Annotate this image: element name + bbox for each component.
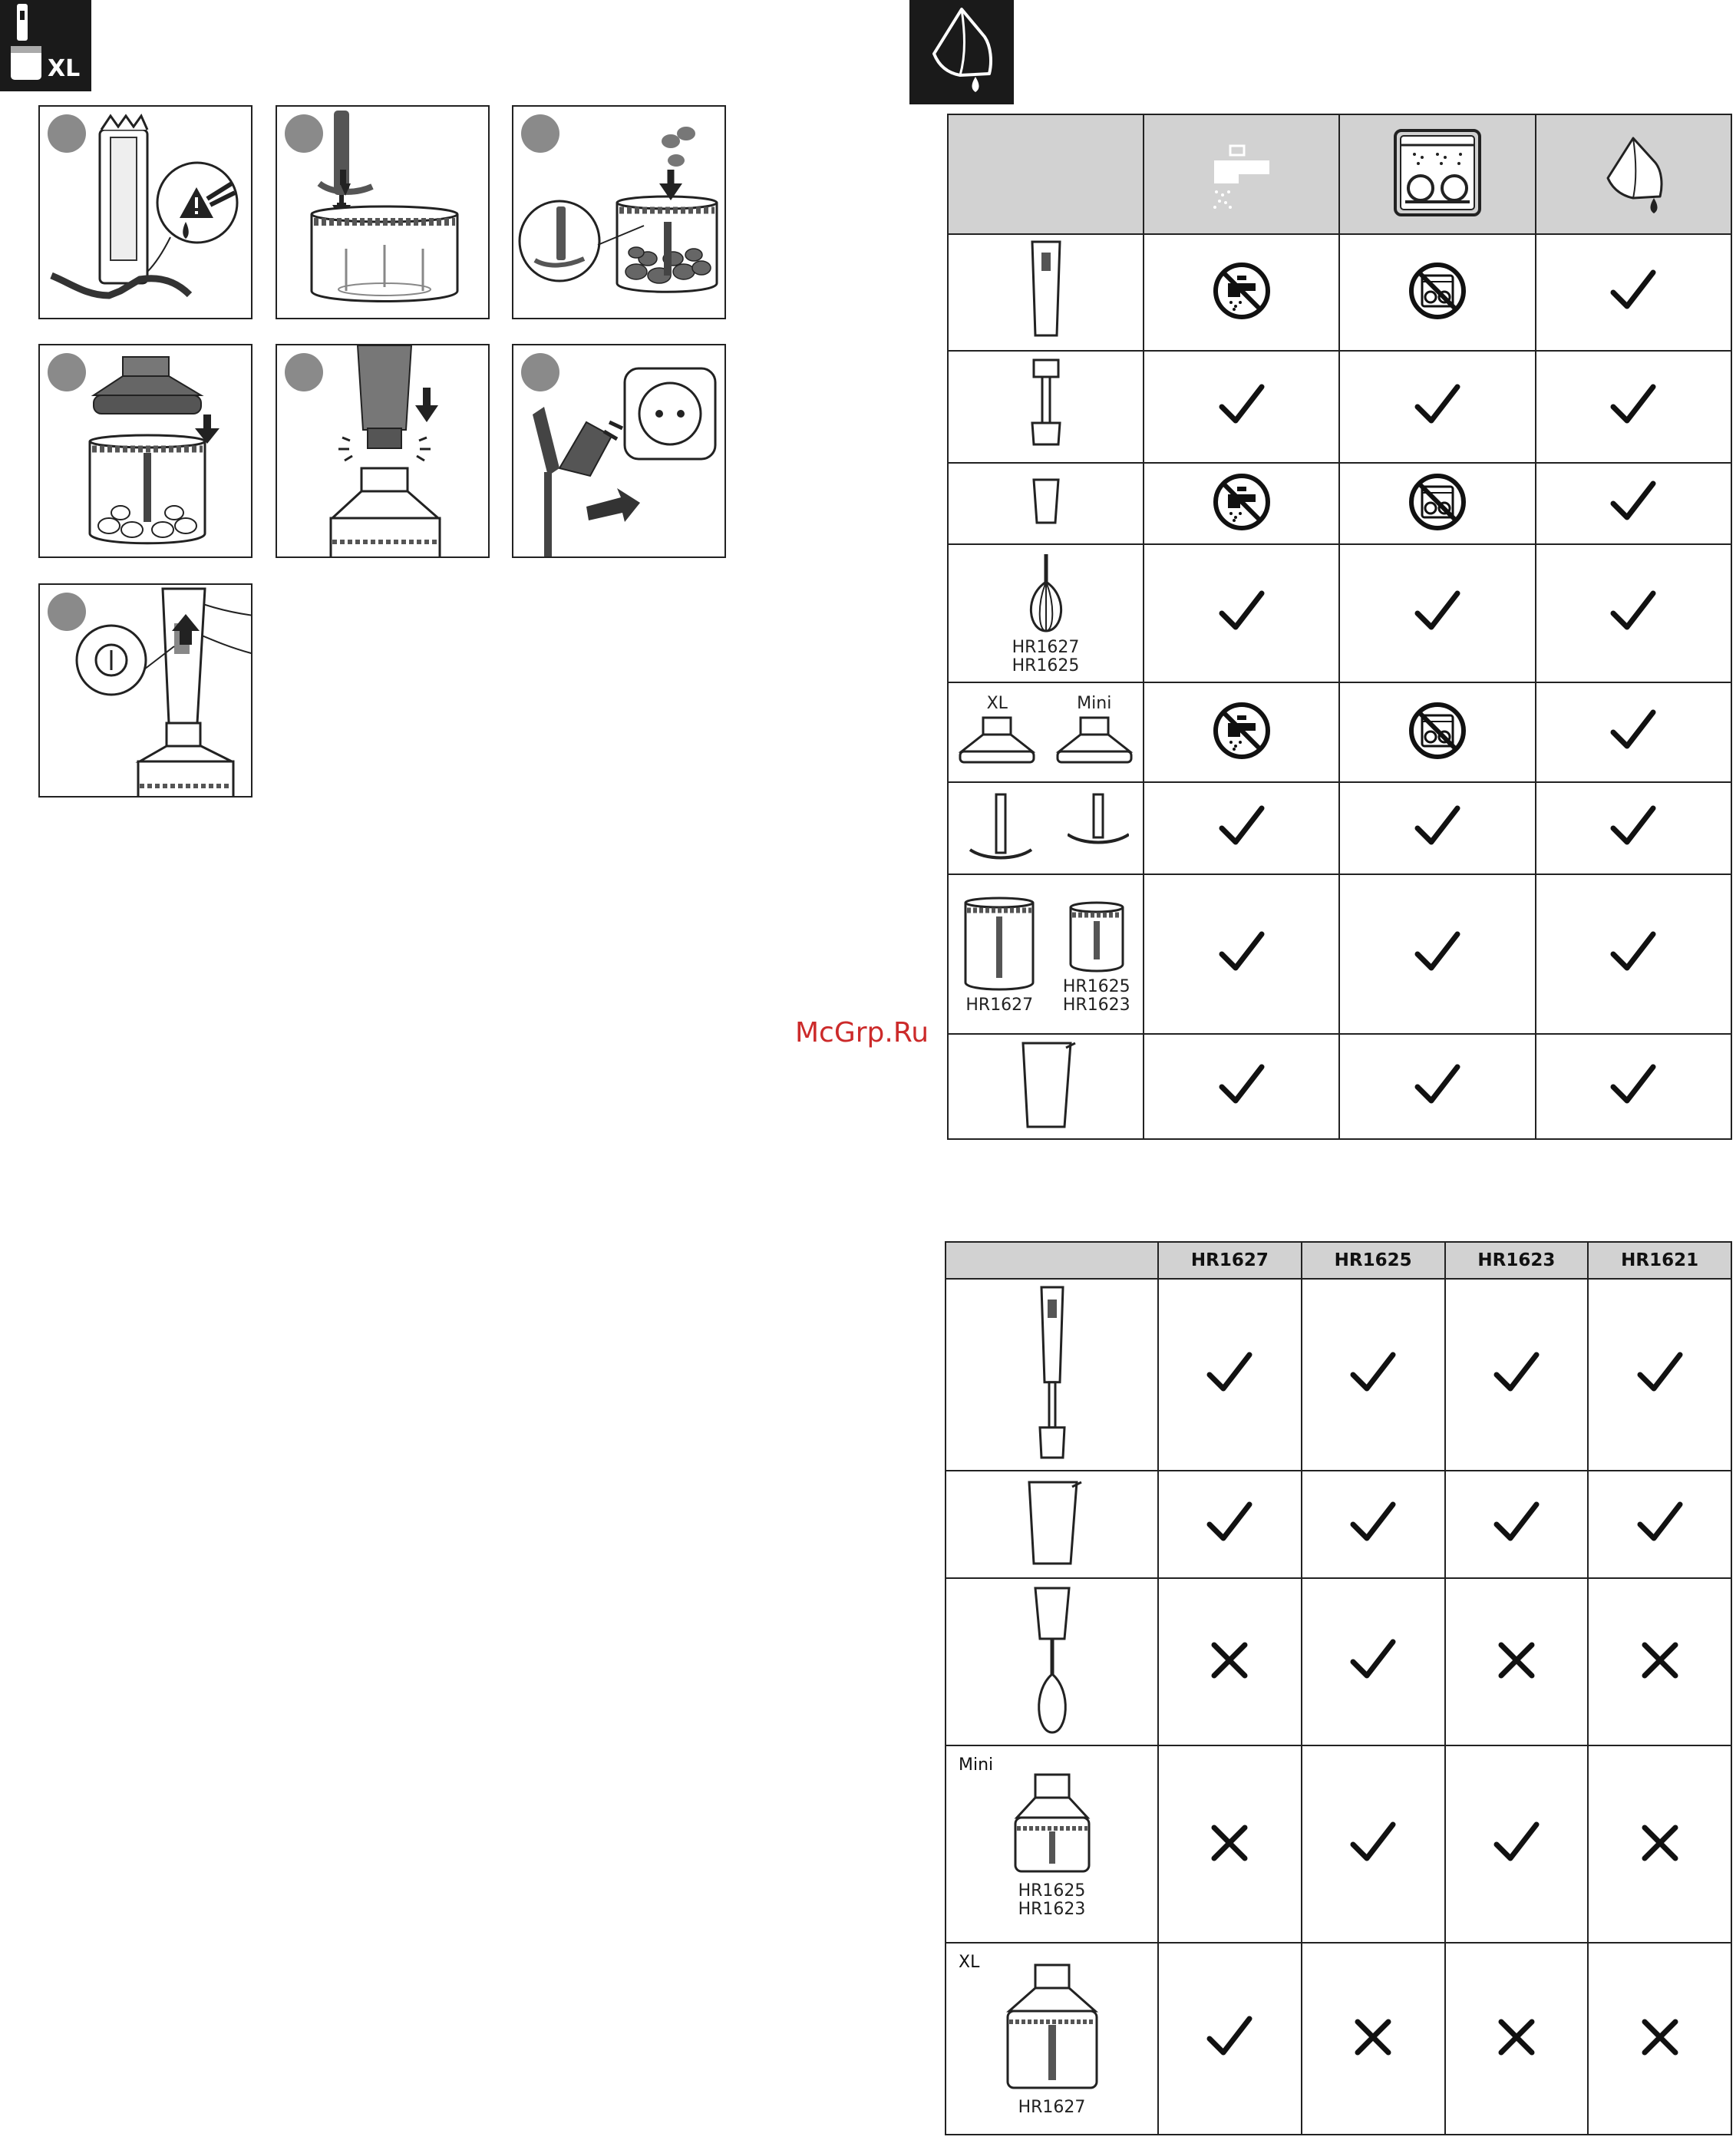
model-mark-cell bbox=[1302, 1745, 1445, 1943]
bowl-variant bbox=[1063, 898, 1130, 1015]
model-header-2: HR1625 bbox=[1302, 1242, 1445, 1279]
cleaning-badge bbox=[909, 0, 1014, 104]
cleaning-mark-cell bbox=[1144, 544, 1339, 682]
model-mark-cell bbox=[1588, 1745, 1731, 1943]
part-cell bbox=[946, 1745, 1158, 1943]
step-1-panel bbox=[38, 105, 252, 319]
cleaning-mark-cell bbox=[1536, 682, 1731, 782]
model-mark-cell bbox=[1302, 1578, 1445, 1745]
check-icon bbox=[1486, 1492, 1547, 1554]
cleaning-row bbox=[948, 234, 1731, 351]
model-table bbox=[945, 1241, 1732, 2135]
cleaning-mark-cell bbox=[1536, 463, 1731, 544]
check-icon bbox=[1602, 260, 1664, 322]
part-cell bbox=[948, 1034, 1144, 1139]
check-icon bbox=[1342, 1492, 1404, 1554]
part-caption-line: HR1625 bbox=[1018, 1881, 1086, 1901]
cleaning-mark-cell bbox=[1339, 1034, 1535, 1139]
check-icon bbox=[1407, 375, 1468, 436]
cleaning-mark-cell bbox=[1144, 351, 1339, 463]
part-caption bbox=[946, 2099, 1157, 2117]
check-icon bbox=[1486, 1342, 1547, 1404]
cleaning-row bbox=[948, 463, 1731, 544]
cleaning-mark-cell bbox=[1536, 874, 1731, 1034]
cleaning-mark-cell bbox=[1144, 682, 1339, 782]
cleaning-mark-cell bbox=[1339, 351, 1535, 463]
cleaning-mark-cell bbox=[1144, 874, 1339, 1034]
variant-label: XL bbox=[959, 1953, 980, 1972]
cleaning-row bbox=[948, 351, 1731, 463]
cleaning-mark-cell bbox=[1339, 782, 1535, 874]
model-mark-cell bbox=[1588, 1943, 1731, 2135]
part-cell bbox=[946, 1943, 1158, 2135]
cleaning-row bbox=[948, 1034, 1731, 1139]
check-icon bbox=[1602, 700, 1664, 761]
model-row bbox=[946, 1578, 1731, 1745]
model-mark-cell bbox=[1445, 1578, 1589, 1745]
step-number-dot bbox=[48, 353, 86, 391]
check-icon bbox=[1602, 471, 1664, 533]
part-cell bbox=[948, 782, 1144, 874]
check-icon bbox=[1211, 581, 1272, 642]
model-mark-cell bbox=[1302, 1471, 1445, 1578]
check-icon bbox=[1211, 1055, 1272, 1116]
check-icon bbox=[1342, 1812, 1404, 1874]
cleaning-row bbox=[948, 782, 1731, 874]
check-icon bbox=[1602, 796, 1664, 857]
cleaning-mark-cell bbox=[1144, 1034, 1339, 1139]
model-mark-cell bbox=[1302, 1279, 1445, 1471]
cleaning-mark-cell bbox=[1536, 544, 1731, 682]
cleaning-mark-cell bbox=[1339, 234, 1535, 351]
check-icon bbox=[1211, 796, 1272, 857]
chopper-bowl-icon bbox=[961, 893, 1038, 993]
check-icon bbox=[1407, 796, 1468, 857]
check-icon bbox=[1407, 581, 1468, 642]
xl-label: XL bbox=[48, 55, 81, 82]
chopper-icon bbox=[0, 0, 54, 91]
check-icon bbox=[1629, 1492, 1691, 1554]
hand-blender-icon bbox=[998, 1283, 1106, 1464]
cleaning-row bbox=[948, 682, 1731, 782]
step-number-dot bbox=[48, 114, 86, 153]
check-icon bbox=[1211, 375, 1272, 436]
no-tap-water-icon bbox=[1211, 260, 1272, 322]
step-7-panel bbox=[38, 583, 252, 798]
header-tap-cell bbox=[1144, 114, 1339, 234]
check-icon bbox=[1199, 1492, 1260, 1554]
model-mark-cell bbox=[1588, 1471, 1731, 1578]
part-caption bbox=[961, 996, 1038, 1015]
cleaning-mark-cell bbox=[1144, 463, 1339, 544]
cleaning-mark-cell bbox=[1536, 351, 1731, 463]
chopper-lid-icon bbox=[955, 713, 1039, 767]
step-5-panel bbox=[276, 344, 490, 558]
cleaning-table bbox=[947, 114, 1732, 1140]
part-cell bbox=[946, 1471, 1158, 1578]
cleaning-mark-cell bbox=[1339, 544, 1535, 682]
model-mark-cell bbox=[1588, 1578, 1731, 1745]
no-tap-water-icon bbox=[1211, 471, 1272, 533]
cleaning-mark-cell bbox=[1144, 234, 1339, 351]
whisk-attachment-icon bbox=[998, 1584, 1106, 1737]
part-cell bbox=[948, 351, 1144, 463]
step-number-dot bbox=[521, 353, 559, 391]
part-cell bbox=[948, 682, 1144, 782]
model-header-1: HR1627 bbox=[1158, 1242, 1302, 1279]
bowl-variant bbox=[961, 893, 1038, 1015]
cleaning-mark-cell bbox=[1536, 1034, 1731, 1139]
step-number-dot bbox=[285, 114, 323, 153]
step-number-dot bbox=[521, 114, 559, 153]
header-blank-cell bbox=[948, 114, 1144, 234]
chopper-blade-icon bbox=[1068, 790, 1129, 851]
check-icon bbox=[1342, 1630, 1404, 1691]
step-number-dot bbox=[48, 593, 86, 631]
dishwasher-icon bbox=[1391, 127, 1484, 219]
lid-label: Mini bbox=[1077, 694, 1112, 713]
no-dishwasher-icon bbox=[1407, 700, 1468, 761]
cross-icon bbox=[1199, 1630, 1260, 1691]
cleaning-row bbox=[948, 874, 1731, 1034]
whisk-icon bbox=[1012, 551, 1081, 636]
cleaning-mark-cell bbox=[1339, 874, 1535, 1034]
check-icon bbox=[1407, 922, 1468, 983]
watermark: McGrp.Ru bbox=[795, 1017, 929, 1049]
cleaning-mark-cell bbox=[1536, 234, 1731, 351]
cloth-with-drop-icon bbox=[909, 0, 1014, 104]
check-icon bbox=[1602, 375, 1664, 436]
check-icon bbox=[1629, 1342, 1691, 1404]
cross-icon bbox=[1199, 1812, 1260, 1874]
part-caption bbox=[946, 1882, 1157, 1919]
step-6-panel bbox=[512, 344, 726, 558]
model-row bbox=[946, 1943, 1731, 2135]
cleaning-row bbox=[948, 544, 1731, 682]
part-caption bbox=[1063, 978, 1130, 1015]
beaker-icon bbox=[998, 1476, 1106, 1570]
cross-icon bbox=[1629, 1812, 1691, 1874]
check-icon bbox=[1602, 581, 1664, 642]
header-dishwasher-cell bbox=[1339, 114, 1535, 234]
no-tap-water-icon bbox=[1211, 700, 1272, 761]
cleaning-mark-cell bbox=[1339, 463, 1535, 544]
model-mark-cell bbox=[1302, 1943, 1445, 2135]
no-dishwasher-icon bbox=[1407, 471, 1468, 533]
mini-chopper-icon bbox=[998, 1770, 1106, 1879]
header-cloth-cell bbox=[1536, 114, 1731, 234]
check-icon bbox=[1407, 1055, 1468, 1116]
part-cell bbox=[946, 1279, 1158, 1471]
step-number-dot bbox=[285, 353, 323, 391]
model-mark-cell bbox=[1588, 1279, 1731, 1471]
beaker-icon bbox=[1012, 1037, 1081, 1133]
cross-icon bbox=[1629, 1630, 1691, 1691]
part-caption-line: HR1627 bbox=[1018, 2098, 1086, 2117]
motor-unit-icon bbox=[1012, 237, 1081, 345]
whisk-coupling-icon bbox=[1012, 475, 1081, 529]
xl-chopper-icon bbox=[998, 1960, 1106, 2095]
cross-icon bbox=[1629, 2006, 1691, 2068]
check-icon bbox=[1602, 1055, 1664, 1116]
chopper-lid-icon bbox=[1052, 713, 1137, 767]
step-3-panel bbox=[512, 105, 726, 319]
part-caption-line: HR1625 bbox=[1062, 977, 1130, 996]
check-icon bbox=[1211, 922, 1272, 983]
cross-icon bbox=[1486, 2006, 1547, 2068]
step-2-panel bbox=[276, 105, 490, 319]
part-caption-line: HR1625 bbox=[1012, 656, 1080, 675]
cleaning-mark-cell bbox=[1339, 682, 1535, 782]
part-cell bbox=[948, 874, 1144, 1034]
part-cell bbox=[948, 463, 1144, 544]
part-cell bbox=[948, 234, 1144, 351]
model-mark-cell bbox=[1445, 1943, 1589, 2135]
check-icon bbox=[1199, 1342, 1260, 1404]
check-icon bbox=[1486, 1812, 1547, 1874]
model-mark-cell bbox=[1445, 1279, 1589, 1471]
part-caption-line: HR1623 bbox=[1062, 996, 1130, 1015]
step-4-panel bbox=[38, 344, 252, 558]
check-icon bbox=[1602, 922, 1664, 983]
part-caption bbox=[949, 639, 1143, 675]
check-icon bbox=[1342, 1342, 1404, 1404]
lid-variant bbox=[955, 695, 1039, 770]
model-header-4: HR1621 bbox=[1588, 1242, 1731, 1279]
part-cell bbox=[946, 1578, 1158, 1745]
model-mark-cell bbox=[1445, 1471, 1589, 1578]
part-caption-line: HR1627 bbox=[1012, 638, 1080, 657]
model-mark-cell bbox=[1158, 1279, 1302, 1471]
cross-icon bbox=[1342, 2006, 1404, 2068]
tap-water-icon bbox=[1200, 130, 1284, 215]
model-row bbox=[946, 1471, 1731, 1578]
cleaning-mark-cell bbox=[1536, 782, 1731, 874]
check-icon bbox=[1199, 2006, 1260, 2068]
lid-variant bbox=[1052, 695, 1137, 770]
cloth-icon bbox=[1591, 130, 1675, 215]
model-mark-cell bbox=[1158, 1943, 1302, 2135]
model-mark-cell bbox=[1158, 1471, 1302, 1578]
chopper-bowl-icon bbox=[1066, 898, 1127, 975]
cleaning-mark-cell bbox=[1144, 782, 1339, 874]
model-mark-cell bbox=[1158, 1578, 1302, 1745]
blender-bar-icon bbox=[1012, 355, 1081, 455]
model-header-3: HR1623 bbox=[1445, 1242, 1589, 1279]
model-row bbox=[946, 1745, 1731, 1943]
part-caption-line: HR1623 bbox=[1018, 1899, 1086, 1919]
cross-icon bbox=[1486, 1630, 1547, 1691]
header-blank-cell bbox=[946, 1242, 1158, 1279]
xl-chopper-badge bbox=[0, 0, 91, 91]
lid-label: XL bbox=[986, 694, 1008, 713]
variant-label: Mini bbox=[959, 1755, 994, 1775]
part-cell bbox=[948, 544, 1144, 682]
model-row bbox=[946, 1279, 1731, 1471]
model-mark-cell bbox=[1158, 1745, 1302, 1943]
model-mark-cell bbox=[1445, 1745, 1589, 1943]
no-dishwasher-icon bbox=[1407, 260, 1468, 322]
chopper-blade-icon bbox=[962, 790, 1039, 867]
part-caption-line: HR1627 bbox=[965, 996, 1034, 1015]
